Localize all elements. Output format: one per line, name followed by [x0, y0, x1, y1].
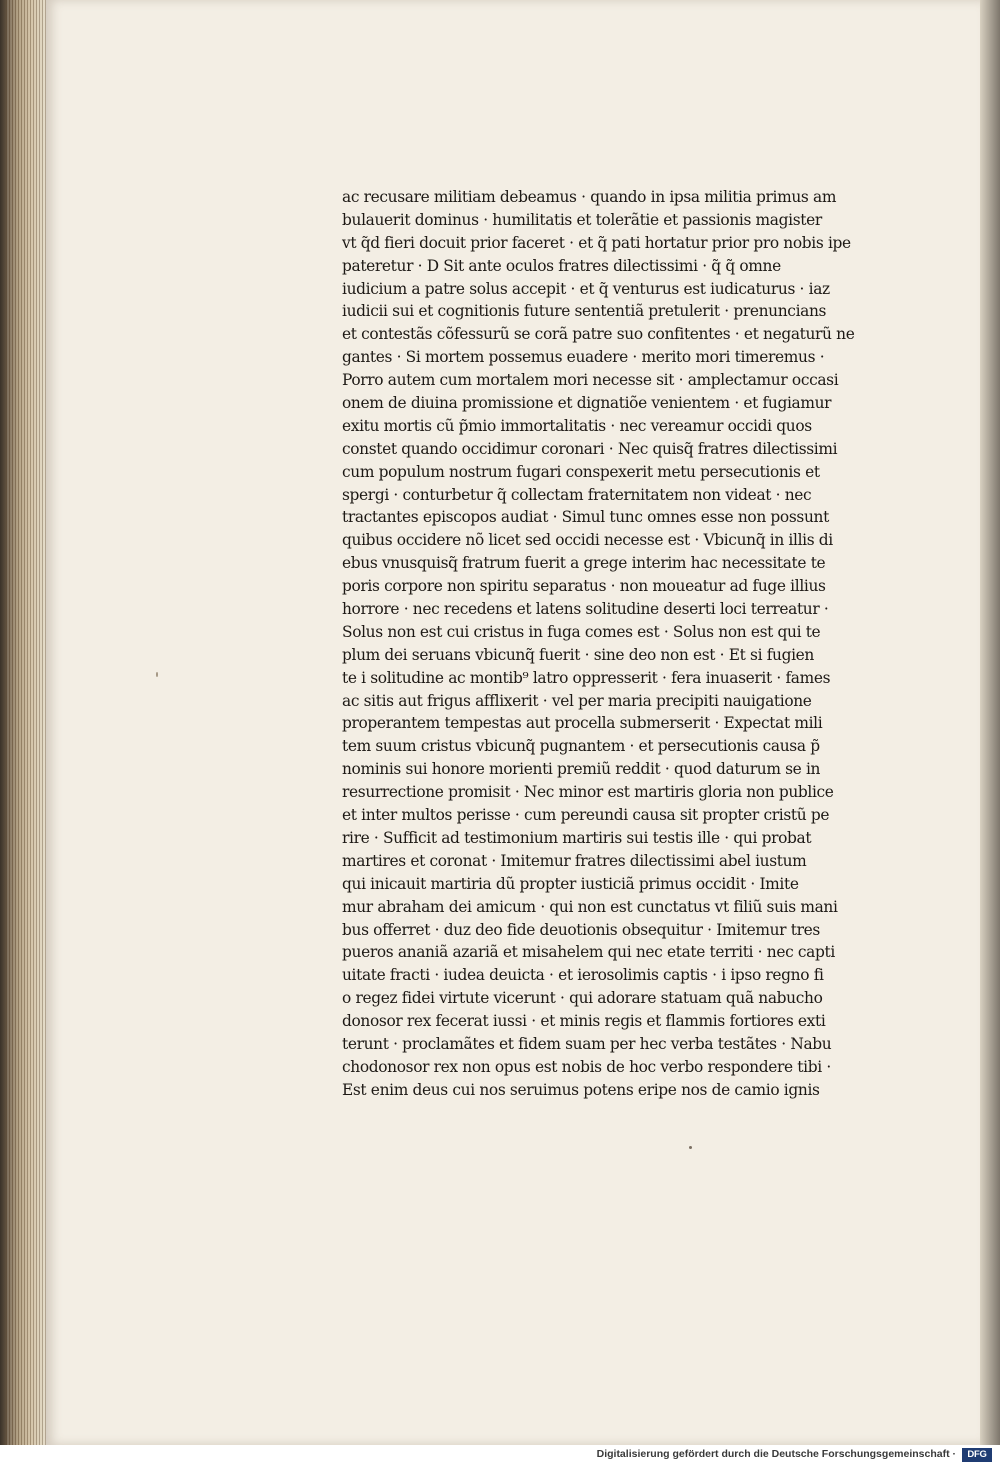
text-line: rire · Sufficit ad testimonium martiris sui testis ille · qui probat — [342, 828, 812, 847]
text-line: ebus vnusquisq̃ fratrum fuerit a grege interim hac necessitate te — [342, 554, 826, 573]
text-line: chodonosor rex non opus est nobis de hoc verbo respondere tibi · — [342, 1057, 831, 1076]
text-line: tractantes episcopos audiat · Simul tunc omnes esse non possunt — [342, 508, 829, 527]
text-line: martires et coronat · Imitemur fratres dilectissimi abel iustum — [342, 851, 807, 870]
paper-speck — [156, 672, 158, 677]
text-line: pueros ananiã azariã et misahelem qui nec etate territi · nec capti — [342, 943, 835, 962]
paper-speck — [689, 1146, 692, 1149]
text-line: terunt · proclamãtes et fidem suam per hec verba testãtes · Nabu — [342, 1034, 832, 1053]
footer-credit: Digitalisierung gefördert durch die Deutsche Forschungsgemeinschaft · — [596, 1448, 956, 1460]
text-line: uitate fracti · iudea deuicta · et ierosolimis captis · i ipso regno fi — [342, 966, 824, 985]
text-line: te i solitudine ac montib⁹ latro oppresserit · fera inuaserit · fames — [342, 668, 831, 687]
text-line: horrore · nec recedens et latens solitudine deserti loci terreatur · — [342, 600, 829, 619]
text-line: cum populum nostrum fugari conspexerit metu persecutionis et — [342, 462, 820, 481]
text-line: et contestãs cõfessurũ se corã patre suo confitentes · et negaturũ ne — [342, 325, 855, 344]
text-line: resurrectione promisit · Nec minor est martiris gloria non publice — [342, 783, 834, 802]
text-line: iudicii sui et cognitionis future sententiã pretulerit · prenuncians — [342, 302, 827, 321]
text-line: ac recusare militiam debeamus · quando in ipsa militia primus am — [342, 188, 837, 206]
text-line: quibus occidere nõ licet sed occidi necesse est · Vbicunq̃ in illis di — [342, 531, 833, 550]
text-line: Solus non est cui cristus in fuga comes est · Solus non est qui te — [342, 622, 821, 641]
text-line: Porro autem cum mortalem mori necesse sit · amplectamur occasi — [342, 371, 839, 390]
text-line: qui inicauit martiria dũ propter iusticiã primus occidit · Imite — [342, 874, 799, 893]
text-line: bulauerit dominus · humilitatis et tolerãtie et passionis magister — [342, 210, 822, 229]
text-block — [342, 186, 882, 1102]
book-page — [46, 0, 981, 1445]
text-line: properantem tempestas aut procella submerserit · Expectat mili — [342, 714, 823, 733]
text-line: spergi · conturbetur q̃ collectam fraternitatem non videat · nec — [342, 485, 812, 504]
page-edges — [6, 0, 46, 1445]
text-line: tem suum cristus vbicunq̃ pugnantem · et persecutionis causa p̃ — [342, 737, 820, 756]
text-line: vt q̃d fieri docuit prior faceret · et q̃ pati hortatur prior pro nobis ipe — [342, 233, 851, 252]
text-line: bus offerret · duz deo fide deuotionis obsequitur · Imitemur tres — [342, 920, 820, 939]
text-line: plum dei seruans vbicunq̃ fuerit · sine deo non est · Et si fugien — [342, 645, 814, 664]
text-line: pateretur · D Sit ante oculos fratres dilectissimi · q̃ q̃ omne — [342, 256, 781, 275]
text-line: donosor rex fecerat iussi · et minis regis et flammis fortiores exti — [342, 1012, 826, 1031]
text-line: o regez fidei virtute vicerunt · qui adorare statuam quã nabucho — [342, 989, 823, 1008]
text-line: poris corpore non spiritu separatus · non moueatur ad fuge illius — [342, 577, 826, 596]
page-fold-edge — [980, 0, 1000, 1445]
text-line: et inter multos perisse · cum pereundi causa sit propter cristũ pe — [342, 806, 830, 825]
text-line: Est enim deus cui nos seruimus potens eripe nos de camio ignis — [342, 1080, 820, 1099]
text-line: exitu mortis cũ p̃mio immortalitatis · nec vereamur occidi quos — [342, 416, 812, 435]
dfg-logo: DFG — [962, 1448, 992, 1462]
text-line: ac sitis aut frigus afflixerit · vel per maria precipiti nauigatione — [342, 691, 812, 710]
text-line: iudicium a patre solus accepit · et q̃ venturus est iudicaturus · iaz — [342, 279, 830, 298]
text-line: constet quando occidimur coronari · Nec quisq̃ fratres dilectissimi — [342, 439, 838, 458]
text-line: mur abraham dei amicum · qui non est cunctatus vt filiũ suis mani — [342, 897, 838, 916]
text-line: onem de diuina promissione et dignatiõe venientem · et fugiamur — [342, 394, 832, 413]
text-line: nominis sui honore morienti premiũ reddit · quod daturum se in — [342, 760, 821, 779]
text-line: gantes · Si mortem possemus euadere · merito mori timeremus · — [342, 348, 825, 367]
footer-bar — [0, 1445, 1000, 1466]
